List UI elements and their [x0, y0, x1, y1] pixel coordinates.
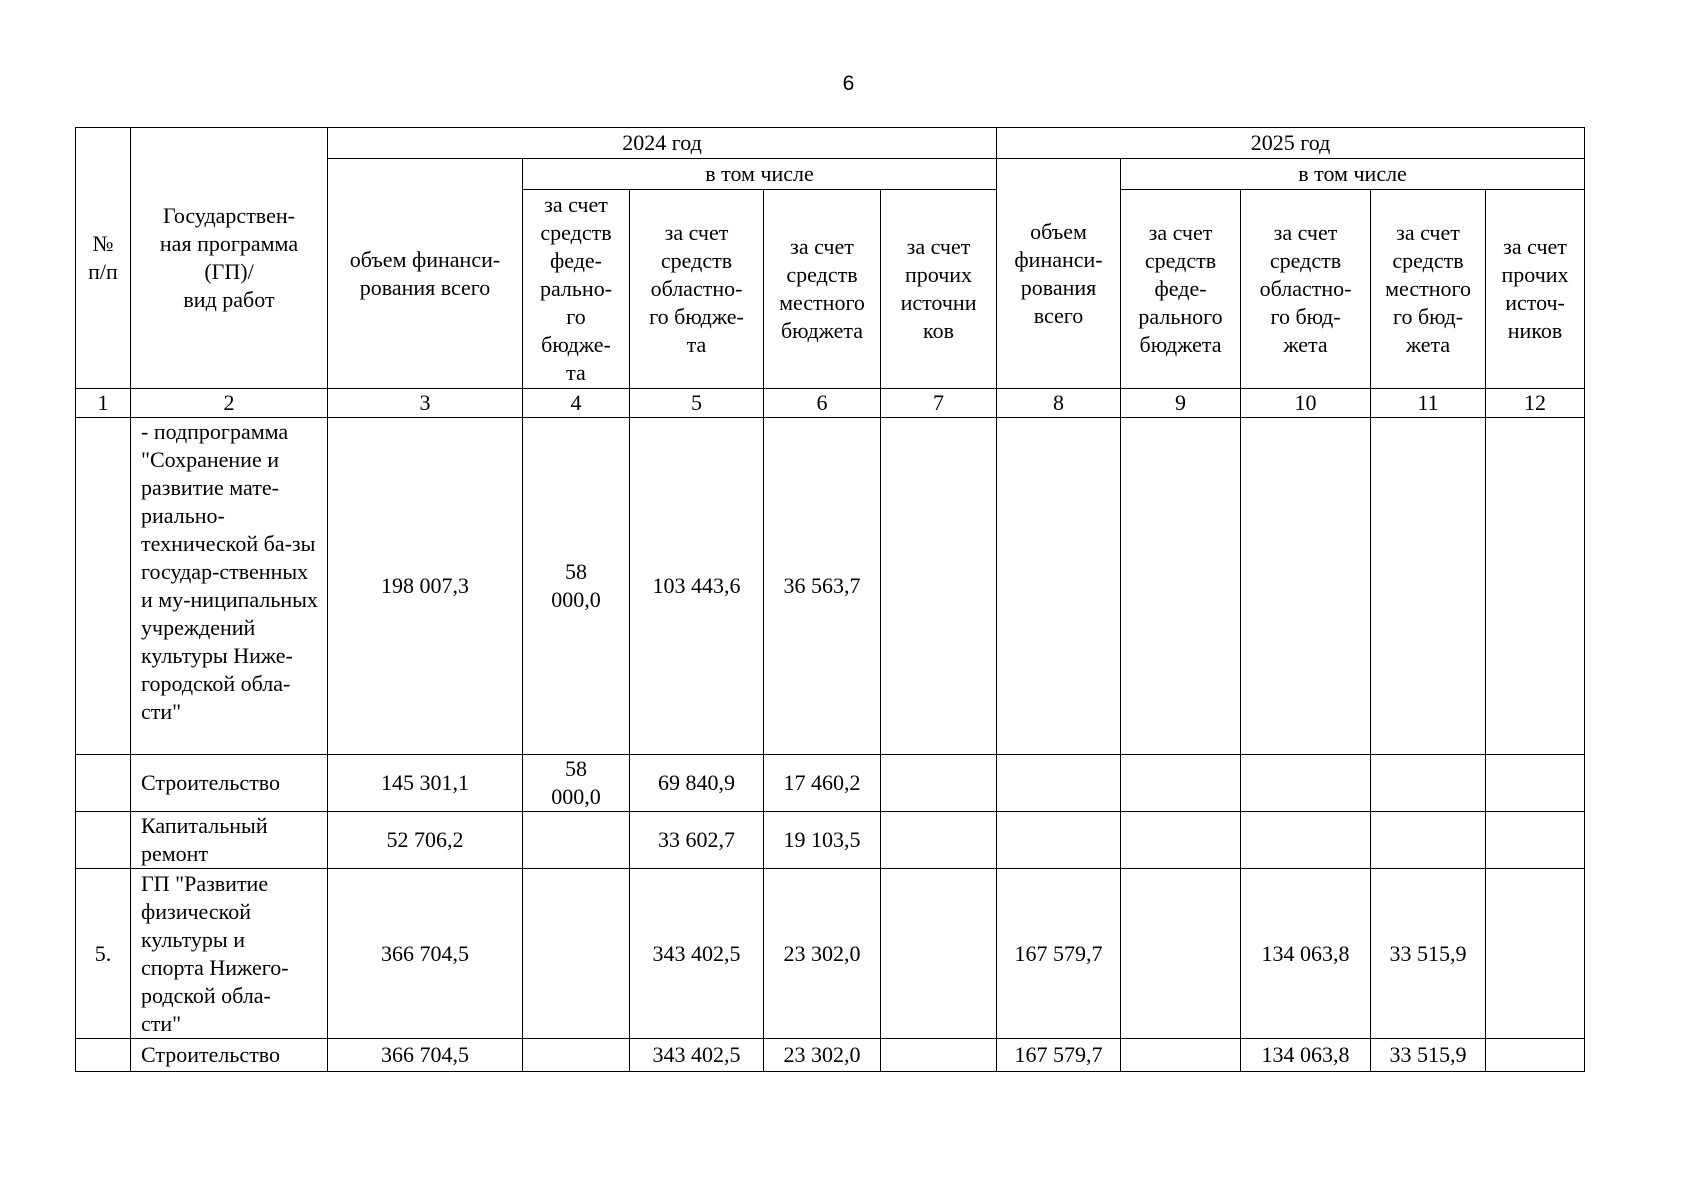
- row-y2-regional: [1241, 418, 1371, 755]
- row-y2-local: [1371, 418, 1486, 755]
- row-num: [76, 812, 131, 869]
- row-y1-regional: 343 402,5: [630, 869, 764, 1039]
- row-y1-local: 17 460,2: [764, 755, 881, 812]
- header-row-years: [76, 128, 1585, 159]
- row-y1-federal: 58 000,0: [523, 755, 630, 812]
- row-program: ГП "Развитие физической культуры и спорта Нижего- родской обла- сти": [131, 869, 328, 1039]
- column-number: 10: [1241, 389, 1371, 418]
- header-y1-federal: за счет средств феде- рально- го бюдже- та: [523, 190, 630, 389]
- row-y2-regional: [1241, 755, 1371, 812]
- header-y1-total: объем финанси- рования всего: [328, 159, 523, 389]
- table-row: [76, 418, 1585, 755]
- row-y2-total: [997, 812, 1121, 869]
- row-y2-local: [1371, 812, 1486, 869]
- row-y2-regional: 134 063,8: [1241, 869, 1371, 1039]
- header-y2-regional: за счет средств областно- го бюд- жета: [1241, 190, 1371, 389]
- row-y1-regional: 103 443,6: [630, 418, 764, 755]
- header-y2-total: объем финанси- рования всего: [997, 159, 1121, 389]
- row-num: [76, 755, 131, 812]
- column-number-row: [76, 389, 1585, 418]
- header-year-2024: 2024 год: [328, 128, 997, 159]
- header-year-2025: 2025 год: [997, 128, 1585, 159]
- page-number: 6: [842, 72, 855, 95]
- row-y2-regional: 134 063,8: [1241, 1039, 1371, 1072]
- row-y2-federal: [1121, 1039, 1241, 1072]
- row-y1-other: [881, 869, 997, 1039]
- header-y2-federal: за счет средств феде- рального бюджета: [1121, 190, 1241, 389]
- row-y1-local: 23 302,0: [764, 1039, 881, 1072]
- column-number: 5: [630, 389, 764, 418]
- column-number: 2: [131, 389, 328, 418]
- row-num: [76, 1039, 131, 1072]
- table-row: [76, 755, 1585, 812]
- row-y2-federal: [1121, 418, 1241, 755]
- row-y2-other: [1486, 418, 1585, 755]
- row-num: 5.: [76, 869, 131, 1039]
- row-y1-total: 366 704,5: [328, 1039, 523, 1072]
- header-y2-local: за счет средств местного го бюд- жета: [1371, 190, 1486, 389]
- row-y1-total: 366 704,5: [328, 869, 523, 1039]
- row-y2-other: [1486, 869, 1585, 1039]
- row-y1-total: 198 007,3: [328, 418, 523, 755]
- row-y2-other: [1486, 1039, 1585, 1072]
- table-row: [76, 869, 1585, 1039]
- header-num: № п/п: [76, 128, 131, 389]
- row-y2-total: 167 579,7: [997, 1039, 1121, 1072]
- column-number: 8: [997, 389, 1121, 418]
- row-y1-regional: 69 840,9: [630, 755, 764, 812]
- row-y1-federal: 58 000,0: [523, 418, 630, 755]
- column-number: 7: [881, 389, 997, 418]
- column-number: 1: [76, 389, 131, 418]
- header-program: Государствен- ная программа (ГП)/ вид работ: [131, 128, 328, 389]
- row-y2-total: 167 579,7: [997, 869, 1121, 1039]
- row-y1-federal: [523, 1039, 630, 1072]
- header-y2-including: в том числе: [1121, 159, 1585, 190]
- column-number: 11: [1371, 389, 1486, 418]
- row-y2-federal: [1121, 755, 1241, 812]
- financing-table: [75, 127, 1585, 1072]
- row-y1-federal: [523, 869, 630, 1039]
- row-y2-federal: [1121, 869, 1241, 1039]
- column-number: 9: [1121, 389, 1241, 418]
- header-y2-other: за счет прочих источ- ников: [1486, 190, 1585, 389]
- row-y2-local: 33 515,9: [1371, 869, 1486, 1039]
- row-program: Строительство: [131, 755, 328, 812]
- row-y1-local: 23 302,0: [764, 869, 881, 1039]
- column-number: 6: [764, 389, 881, 418]
- row-y1-other: [881, 812, 997, 869]
- row-y2-other: [1486, 755, 1585, 812]
- row-y1-local: 19 103,5: [764, 812, 881, 869]
- row-y2-federal: [1121, 812, 1241, 869]
- row-y1-local: 36 563,7: [764, 418, 881, 755]
- row-y2-total: [997, 418, 1121, 755]
- column-number: 12: [1486, 389, 1585, 418]
- row-y2-regional: [1241, 812, 1371, 869]
- row-y2-local: [1371, 755, 1486, 812]
- row-y1-total: 52 706,2: [328, 812, 523, 869]
- table-row: [76, 812, 1585, 869]
- row-y1-other: [881, 755, 997, 812]
- row-y1-other: [881, 418, 997, 755]
- row-y2-local: 33 515,9: [1371, 1039, 1486, 1072]
- row-y1-regional: 343 402,5: [630, 1039, 764, 1072]
- header-y1-local: за счет средств местного бюджета: [764, 190, 881, 389]
- column-number: 4: [523, 389, 630, 418]
- row-y1-total: 145 301,1: [328, 755, 523, 812]
- row-num: [76, 418, 131, 755]
- header-y1-including: в том числе: [523, 159, 997, 190]
- row-y1-other: [881, 1039, 997, 1072]
- row-program: Капитальный ремонт: [131, 812, 328, 869]
- row-y2-other: [1486, 812, 1585, 869]
- table-row: [76, 1039, 1585, 1072]
- header-y1-regional: за счет средств областно- го бюдже- та: [630, 190, 764, 389]
- header-y1-other: за счет прочих источни ков: [881, 190, 997, 389]
- column-number: 3: [328, 389, 523, 418]
- row-program: - подпрограмма "Сохранение и развитие мате-риально-технической ба-зы государ-ственных и му-ниципальных учреждений культуры Ниже-городской обла-сти": [131, 418, 328, 755]
- row-program: Строительство: [131, 1039, 328, 1072]
- row-y1-federal: [523, 812, 630, 869]
- row-y1-regional: 33 602,7: [630, 812, 764, 869]
- row-y2-total: [997, 755, 1121, 812]
